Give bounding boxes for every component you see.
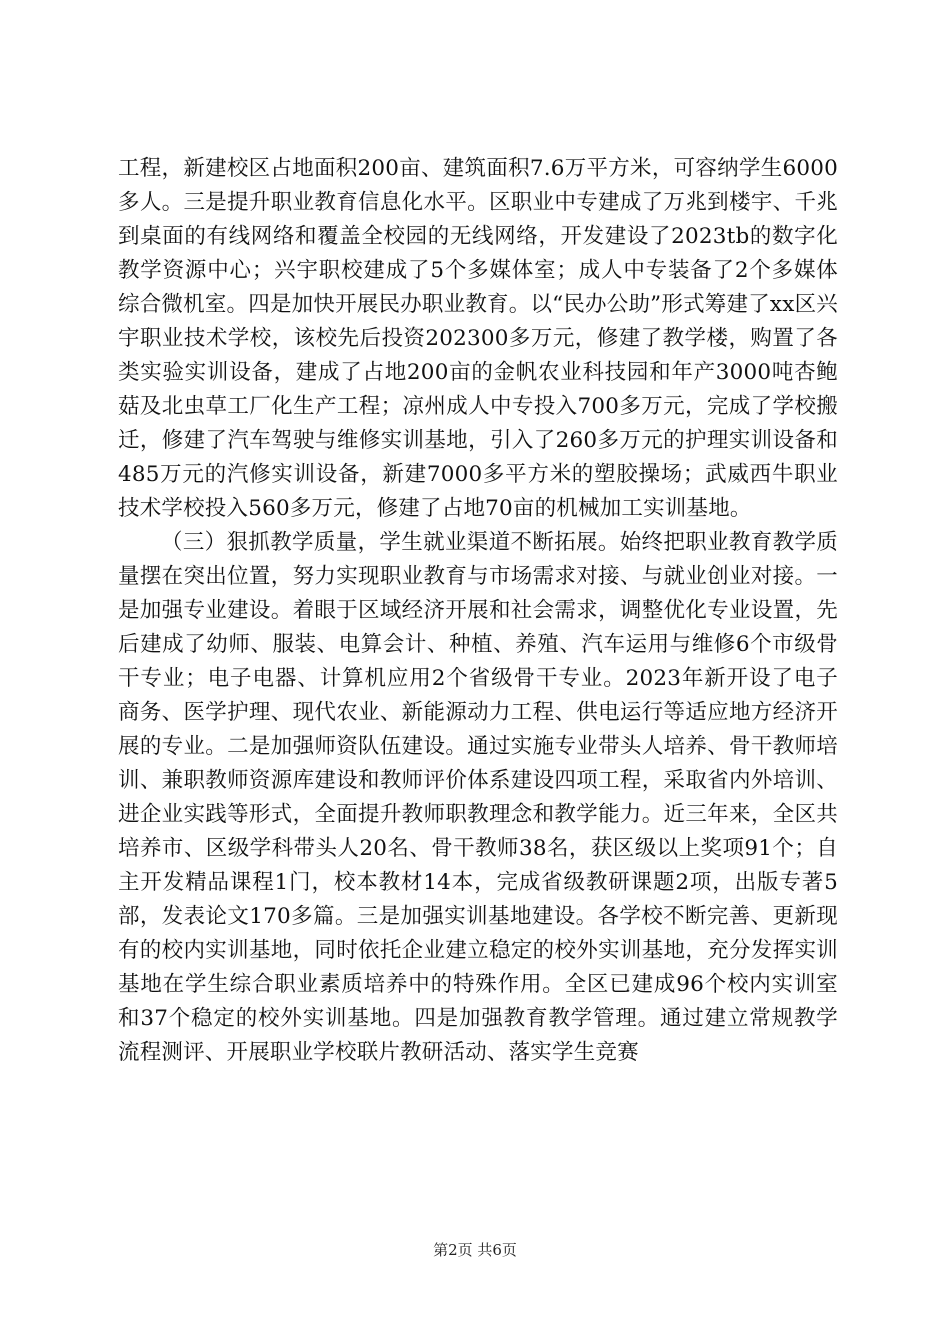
paragraph-2: （三）狠抓教学质量，学生就业渠道不断拓展。始终把职业教育教学质量摆在突出位置，努力实现职业教育与市场需求对接、与就业创业对接。一是加强专业建设。着眼于区域经济开展和社会需求，调整优化专业设置，先后建成了幼师、服装、电算会计、种植、养殖、汽车运用与维修6个市级骨干专业；电子电器、计算机应用2个省级骨干专业。2023年新开设了电子商务、医学护理、现代农业、新能源动力工程、供电运行等适应地方经济开展的专业。二是加强师资队伍建设。通过实施专业带头人培养、骨干教师培训、兼职教师资源库建设和教师评价体系建设四项工程，采取省内外培训、进企业实践等形式，全面提升教师职教理念和教学能力。近三年来，全区共培养市、区级学科带头人20名、骨干教师38名，获区级以上奖项91个；自主开发精品课程1门，校本教材14本，完成省级教研课题2项，出版专著5部，发表论文170多篇。三是加强实训基地建设。各学校不断完善、更新现有的校内实训基地，同时依托企业建立稳定的校外实训基地，充分发挥实训基地在学生综合职业素质培养中的特殊作用。全区已建成96个校内实训室和37个稳定的校外实训基地。四是加强教育教学管理。通过建立常规教学流程测评、开展职业学校联片教研活动、落实学生竞赛 [118, 530, 838, 1065]
paragraph-1: 工程，新建校区占地面积200亩、建筑面积7.6万平方米，可容纳学生6000多人。三是提升职业教育信息化水平。区职业中专建成了万兆到楼宇、千兆到桌面的有线网络和覆盖全校园的无线网络，开发建设了2023tb的数字化教学资源中心；兴宇职校建成了5个多媒体室；成人中专装备了2个多媒体综合微机室。四是加快开展民办职业教育。以“民办公助”形式筹建了xx区兴宇职业技术学校，该校先后投资202300多万元，修建了教学楼，购置了各类实验实训设备，建成了占地200亩的金帆农业科技园和年产3000吨杏鲍菇及北虫草工厂化生产工程；凉州成人中专投入700多万元，完成了学校搬迁，修建了汽车驾驶与维修实训基地，引入了260多万元的护理实训设备和485万元的汽修实训设备，新建7000多平方米的塑胶操场；武威西牛职业技术学校投入560多万元，修建了占地70亩的机械加工实训基地。 [118, 156, 838, 521]
document-body [118, 152, 838, 1070]
page-number: 第2页 共6页 [433, 1241, 517, 1259]
page-footer [0, 1240, 950, 1260]
